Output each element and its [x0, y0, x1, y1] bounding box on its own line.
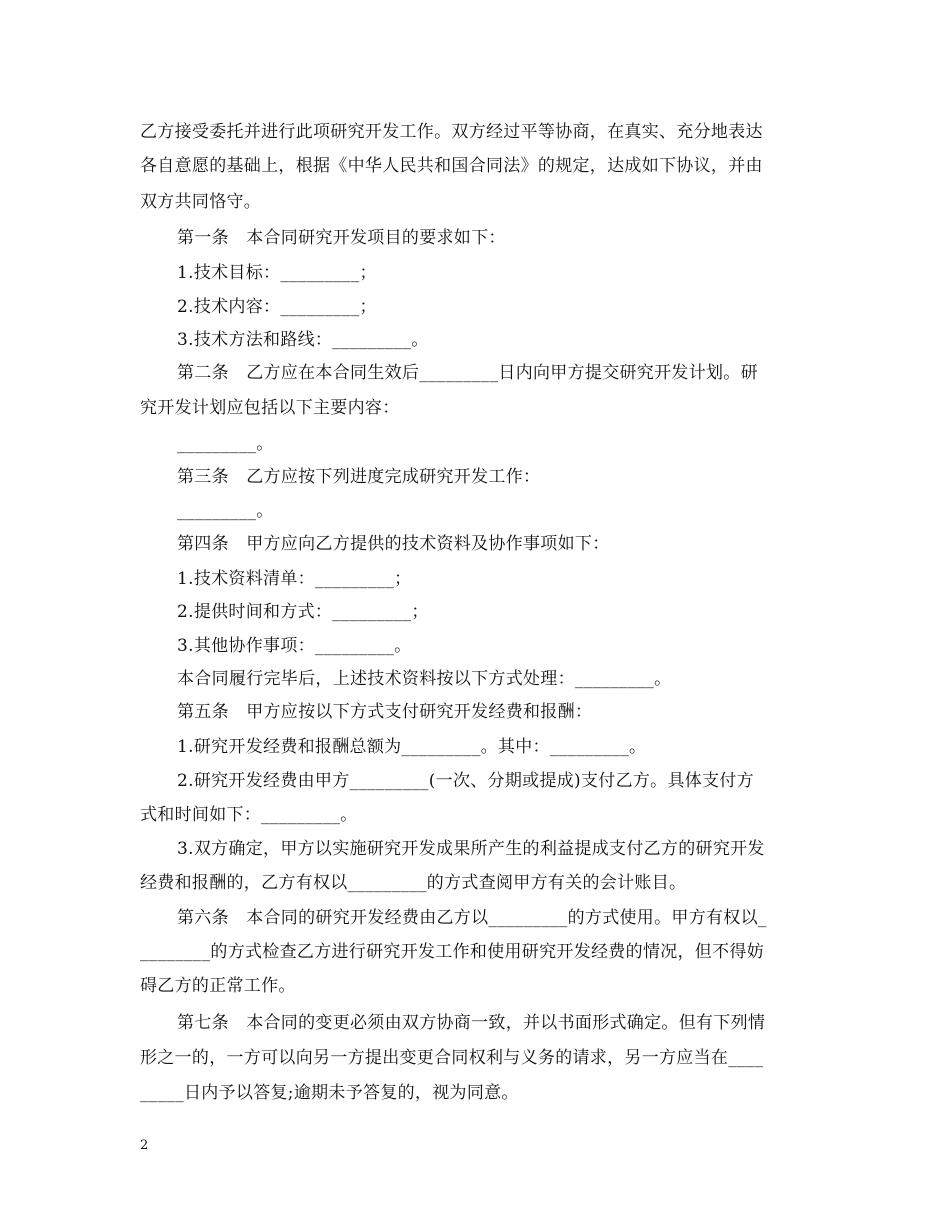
article-1-item-2: 2.技术内容：_________； — [177, 297, 377, 317]
article-5-item-3: 3.双方确定，甲方以实施研究开发成果所产生的利益提成支付乙方的研究开发 — [177, 839, 765, 859]
article-4-item-2: 2.提供时间和方式：_________； — [177, 602, 429, 622]
article-4-item-1: 1.技术资料清单：_________； — [177, 569, 412, 589]
article-4-item-3: 3.其他协作事项：_________。 — [177, 636, 412, 656]
blank-field-line: _________。 — [177, 501, 274, 521]
paragraph-line: 双方共同恪守。 — [140, 192, 262, 212]
paragraph-line: 式和时间如下：_________。 — [140, 805, 358, 825]
paragraph-line: 究开发计划应包括以下主要内容： — [140, 398, 400, 418]
article-4-heading: 第四条 甲方应向乙方提供的技术资料及协作事项如下： — [177, 534, 610, 554]
article-3-heading: 第三条 乙方应按下列进度完成研究开发工作： — [177, 467, 541, 487]
paragraph-line: 各自意愿的基础上，根据《中华人民共和国合同法》的规定，达成如下协议，并由 — [140, 156, 763, 176]
article-7-heading: 第七条 本合同的变更必须由双方协商一致，并以书面形式确定。但有下列情 — [177, 1013, 766, 1033]
paragraph-line: _____日内予以答复;逾期未予答复的，视为同意。 — [140, 1083, 519, 1103]
paragraph-line: 经费和报酬的，乙方有权以_________的方式查阅甲方有关的会计账目。 — [140, 873, 687, 893]
paragraph-line: ________的方式检查乙方进行研究开发工作和使用研究开发经费的情况，但不得妨 — [140, 942, 764, 962]
article-6-heading: 第六条 本合同的研究开发经费由乙方以_________的方式使用。甲方有权以_ — [177, 908, 767, 928]
article-1-item-3: 3.技术方法和路线：_________。 — [177, 330, 429, 350]
article-2-heading: 第二条 乙方应在本合同生效后_________日内向甲方提交研究开发计划。研 — [177, 363, 758, 383]
article-1-item-1: 1.技术目标：_________； — [177, 263, 377, 283]
blank-field-line: _________。 — [177, 434, 274, 454]
article-5-heading: 第五条 甲方应按以下方式支付研究开发经费和报酬： — [177, 702, 593, 722]
article-5-item-1: 1.研究开发经费和报酬总额为_________。其中：_________。 — [177, 737, 647, 757]
paragraph-line: 碍乙方的正常工作。 — [140, 976, 296, 996]
paragraph-line: 形之一的，一方可以向另一方提出变更合同权利与义务的请求，另一方应当在____ — [140, 1048, 764, 1068]
article-1-heading: 第一条 本合同研究开发项目的要求如下： — [177, 228, 506, 248]
paragraph-line: 本合同履行完毕后，上述技术资料按以下方式处理：_________。 — [177, 669, 672, 689]
paragraph-line: 乙方接受委托并进行此项研究开发工作。双方经过平等协商，在真实、充分地表达 — [140, 122, 763, 142]
article-5-item-2: 2.研究开发经费由甲方_________(一次、分期或提成)支付乙方。具体支付方 — [177, 771, 754, 791]
page-number: 2 — [140, 1138, 149, 1153]
